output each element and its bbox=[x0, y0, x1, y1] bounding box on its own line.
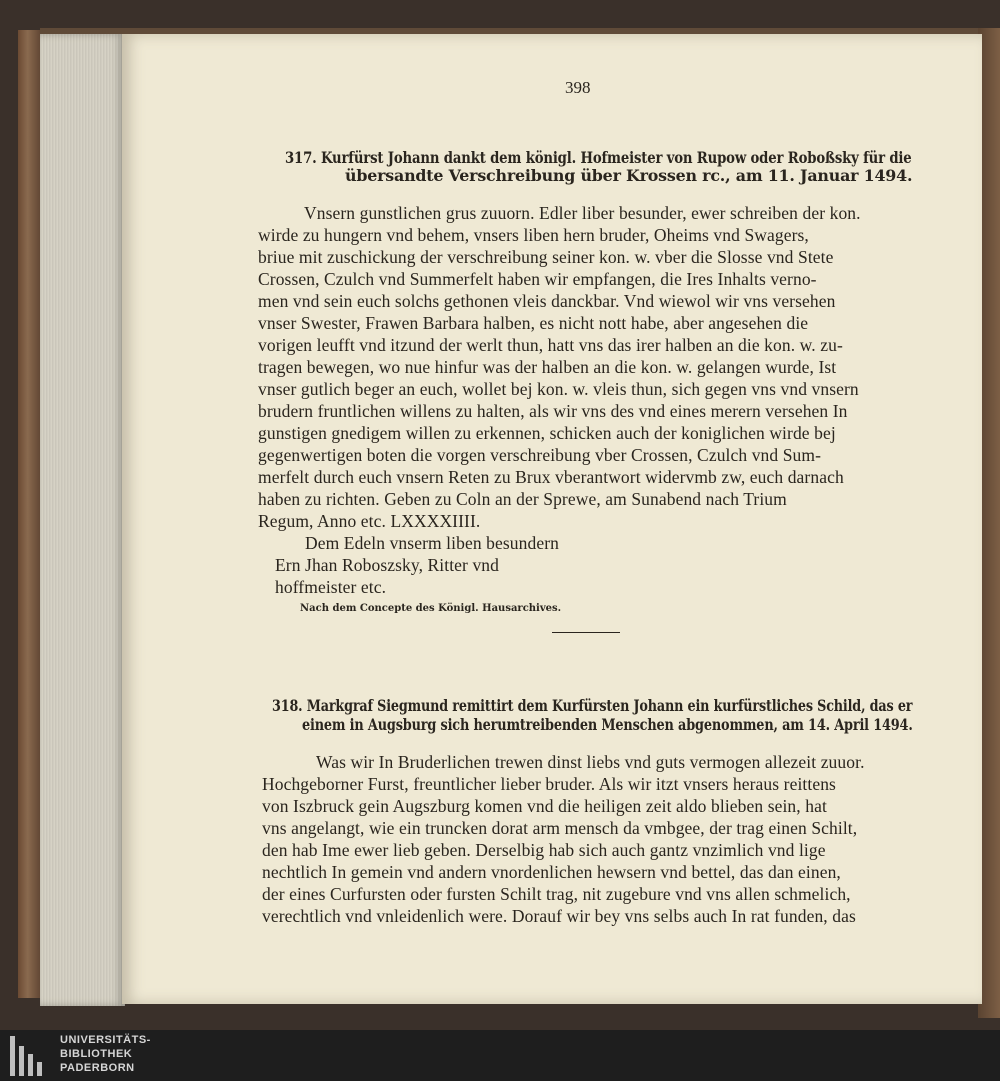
doc317-line: vnser Swester, Frawen Barbara halben, es nicht nott habe, aber angesehen die bbox=[258, 313, 809, 333]
doc317-heading-line1: 317. Kurfürst Johann dankt dem königl. Hofmeister von Rupow oder Roboßsky für die bbox=[285, 148, 912, 167]
doc317-line: gegenwertigen boten die vorgen verschreibung vber Crossen, Czulch vnd Sum- bbox=[258, 445, 822, 465]
doc317-line: tragen bewegen, wo nue hinfur was der halben an die kon. w. gelangen wurde, Ist bbox=[258, 357, 837, 377]
doc317-line: haben zu richten. Geben zu Coln an der Sprewe, am Sunabend nach Trium bbox=[258, 489, 787, 509]
doc317-line: briue mit zuschickung der verschreibung seiner kon. w. vber die Slosse vnd Stete bbox=[258, 247, 834, 267]
library-name-line3: PADERBORN bbox=[60, 1062, 135, 1074]
doc317-line: gunstigen gnedigem willen zu erkennen, schicken auch der koniglichen wirde bej bbox=[258, 423, 836, 443]
doc318-line: vns angelangt, wie ein truncken dorat arm mensch da vmbgee, der trag einen Schilt, bbox=[262, 818, 858, 838]
book-cover-left bbox=[18, 30, 42, 998]
doc317-line: vorigen leufft vnd itzund der werlt thun, hatt vns das irer halben an die kon. w. zu- bbox=[258, 335, 843, 355]
library-logo-icon bbox=[10, 1036, 50, 1076]
doc317-line: brudern fruntlichen willens zu halten, als wir vns des vnd eines merern versehen In bbox=[258, 401, 848, 421]
doc317-line: Crossen, Czulch vnd Summerfelt haben wir empfangen, die Ires Inhalts verno- bbox=[258, 269, 817, 289]
doc318-line: der eines Curfursten oder fursten Schilt trag, nit zugebure vnd vns allen schmelich, bbox=[262, 884, 851, 904]
page-number: 398 bbox=[565, 78, 591, 97]
doc317-line: merfelt durch euch vnsern Reten zu Brux vberantwort widervmb zw, euch darnach bbox=[258, 467, 844, 487]
doc318-line: verechtlich vnd vnleidenlich were. Dorauf wir bey vns selbs auch In rat funden, das bbox=[262, 906, 856, 926]
doc317-line: men vnd sein euch solchs gethonen vleis danckbar. Vnd wiewol wir vns versehen bbox=[258, 291, 836, 311]
doc318-line: von Iszbruck gein Augszburg komen vnd die heiligen zeit aldo blieben sein, hat bbox=[262, 796, 827, 816]
doc317-address-line: Ern Jhan Roboszsky, Ritter vnd bbox=[275, 555, 499, 575]
doc318-heading-line1: 318. Markgraf Siegmund remittirt dem Kurfürsten Johann ein kurfürstliches Schild, das er bbox=[272, 696, 913, 715]
library-name bbox=[60, 1033, 151, 1075]
doc318-line: den hab Ime ewer lieb geben. Derselbig hab sich auch gantz vnzimlich vnd lige bbox=[262, 840, 826, 860]
section-divider bbox=[552, 632, 620, 633]
doc317-line: vnser gutlich beger an euch, wollet bej kon. w. vleis thun, sich gegen vns vnd vnsern bbox=[258, 379, 859, 399]
page-stack-edges bbox=[40, 34, 125, 1006]
doc317-address-line: Dem Edeln vnserm liben besundern bbox=[305, 533, 559, 553]
doc318-heading-line2: einem in Augsburg sich herumtreibenden Menschen abgenommen, am 14. April 1494. bbox=[302, 715, 913, 734]
doc317-address-line: hoffmeister etc. bbox=[275, 577, 387, 597]
doc317-line: wirde zu hungern vnd behem, vnsers liben hern bruder, Oheims vnd Swagers, bbox=[258, 225, 809, 245]
doc318-line: nechtlich In gemein vnd andern vnordenlichen hewsern vnd bettel, das dan einen, bbox=[262, 862, 841, 882]
library-name-line2: BIBLIOTHEK bbox=[60, 1048, 133, 1060]
doc317-heading-line2: übersandte Verschreibung über Krossen rc., am 11. Januar 1494. bbox=[345, 166, 913, 185]
doc318-line: Hochgeborner Furst, freuntlicher lieber bruder. Als wir itzt vnsers heraus reittens bbox=[262, 774, 836, 794]
library-name-line1: UNIVERSITÄTS- bbox=[60, 1034, 151, 1046]
doc318-line: Was wir In Bruderlichen trewen dinst liebs vnd guts vermogen allezeit zuuor. bbox=[316, 752, 865, 772]
library-footer bbox=[0, 1030, 1000, 1081]
doc317-line: Vnsern gunstlichen grus zuuorn. Edler liber besunder, ewer schreiben der kon. bbox=[304, 203, 861, 223]
doc317-line: Regum, Anno etc. LXXXXIIII. bbox=[258, 511, 481, 531]
doc317-source-note: Nach dem Concepte des Königl. Hausarchives. bbox=[300, 603, 562, 614]
